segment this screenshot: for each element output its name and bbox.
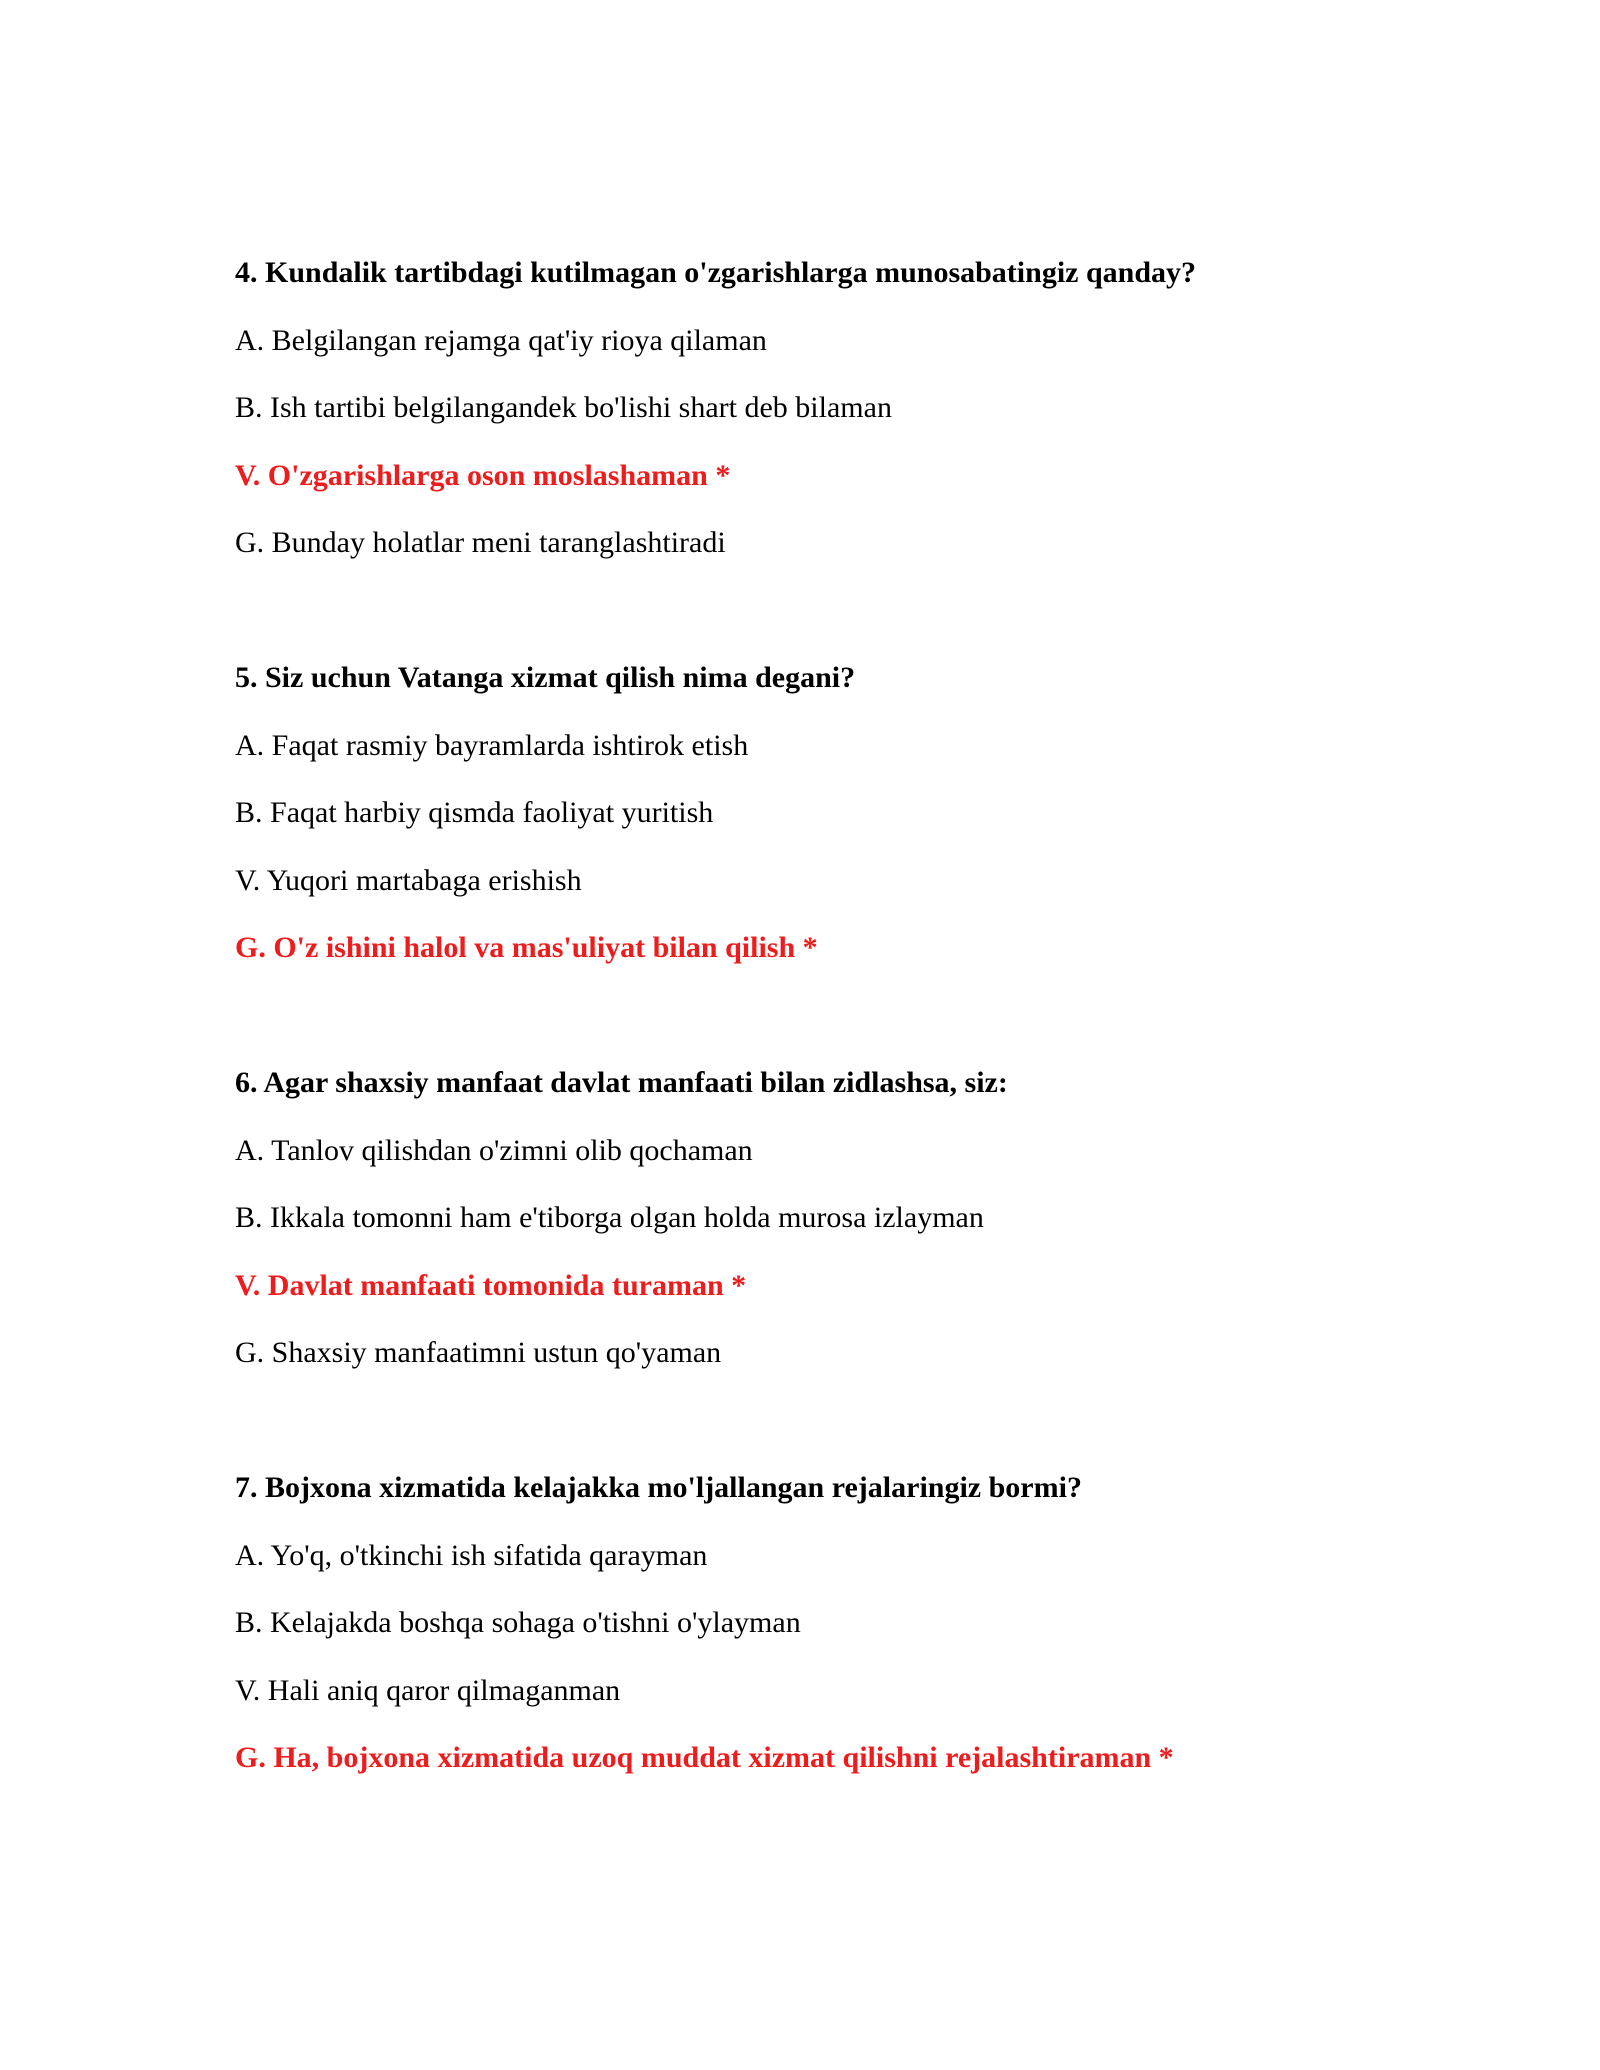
question-title: 4. Kundalik tartibdagi kutilmagan o'zgarishlarga munosabatingiz qanday? — [235, 256, 1197, 289]
option-a: A. Tanlov qilishdan o'zimni olib qochaman — [235, 1133, 753, 1167]
option-b: B. Ish tartibi belgilangandek bo'lishi shart deb bilaman — [235, 391, 892, 424]
question-title: 6. Agar shaxsiy manfaat davlat manfaati bilan zidlashsa, siz: — [235, 1066, 1008, 1099]
option-b: B. Ikkala tomonni ham e'tiborga olgan holda murosa izlayman — [235, 1201, 984, 1234]
question-5 — [235, 663, 1485, 963]
option-g-correct: G. Ha, bojxona xizmatida uzoq muddat xizmat qilishni rejalashtiraman * — [235, 1741, 1174, 1774]
question-7 — [235, 1473, 1485, 1773]
option-v-correct: V. O'zgarishlarga oson moslashaman * — [235, 458, 731, 492]
option-b: B. Kelajakda boshqa sohaga o'tishni o'ylayman — [235, 1606, 801, 1639]
option-v-correct: V. Davlat manfaati tomonida turaman * — [235, 1268, 747, 1302]
question-6 — [235, 1068, 1485, 1368]
option-a: A. Yo'q, o'tkinchi ish sifatida qarayman — [235, 1538, 708, 1572]
option-v: V. Hali aniq qaror qilmaganman — [235, 1673, 621, 1707]
option-v: V. Yuqori martabaga erishish — [235, 863, 582, 897]
option-b: B. Faqat harbiy qismda faoliyat yuritish — [235, 796, 714, 829]
option-a: A. Belgilangan rejamga qat'iy rioya qilaman — [235, 323, 767, 357]
option-a: A. Faqat rasmiy bayramlarda ishtirok etish — [235, 728, 749, 762]
option-g: G. Shaxsiy manfaatimni ustun qo'yaman — [235, 1336, 722, 1369]
option-g-correct: G. O'z ishini halol va mas'uliyat bilan qilish * — [235, 931, 818, 964]
question-title: 5. Siz uchun Vatanga xizmat qilish nima degani? — [235, 661, 856, 694]
question-title: 7. Bojxona xizmatida kelajakka mo'ljallangan rejalaringiz bormi? — [235, 1471, 1082, 1504]
option-g: G. Bunday holatlar meni taranglashtiradi — [235, 526, 726, 559]
question-4 — [235, 258, 1485, 558]
